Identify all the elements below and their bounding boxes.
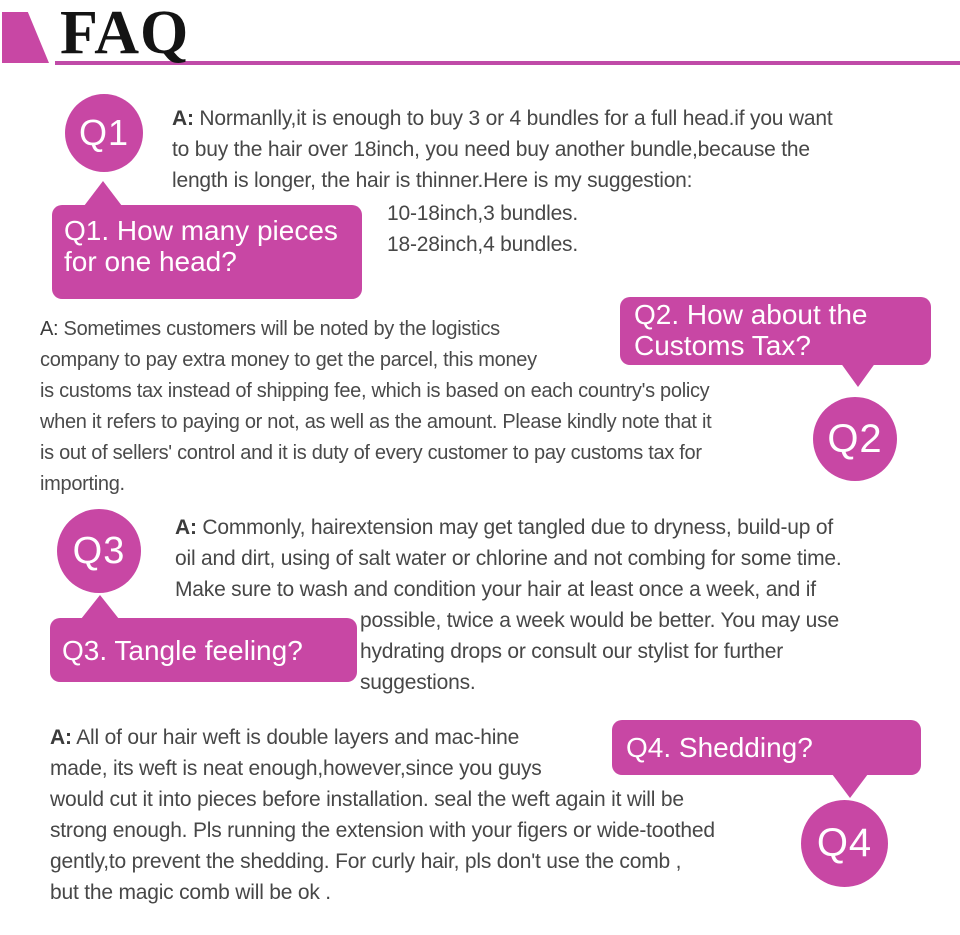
q3-answer-continued [360, 605, 839, 698]
q1-badge: Q1 [65, 94, 143, 172]
q1-answer-line [172, 103, 832, 134]
q2-answer-line: importing. [40, 473, 125, 495]
q3-bubble-tail [81, 595, 119, 619]
answer-prefix: A: [175, 516, 197, 539]
q1-bubble-tail [84, 181, 122, 206]
q3-answer-line: suggestions. [360, 671, 476, 694]
q3-answer-line [175, 512, 841, 543]
q4-badge: Q4 [801, 800, 888, 887]
q1-suggestion-line: 18-28inch,4 bundles. [387, 233, 578, 256]
q1-answer-line: to buy the hair over 18inch, you need buy another bundle,because the [172, 138, 810, 161]
header-underline [55, 61, 960, 65]
q1-suggestion-line: 10-18inch,3 bundles. [387, 202, 578, 225]
q2-answer [40, 314, 711, 500]
q2-answer-text: Sometimes customers will be noted by the logistics [58, 318, 500, 340]
q4-answer-line: but the magic comb will be ok . [50, 881, 331, 904]
q4-answer-text: All of our hair weft is double layers and mac-hine [71, 726, 520, 749]
q2-answer-line: is out of sellers' control and it is duty of every customer to pay customs tax for [40, 442, 702, 464]
q1-answer [172, 103, 832, 196]
q4-answer-line: gently,to prevent the shedding. For curly hair, pls don't use the comb , [50, 850, 682, 873]
q2-question-line: Customs Tax? [634, 330, 811, 361]
q4-answer-line: would cut it into pieces before installation. seal the weft again it will be [50, 788, 684, 811]
q4-answer-line: made, its weft is neat enough,however,since you guys [50, 757, 542, 780]
q3-answer [175, 512, 841, 605]
q2-question-bubble [620, 297, 931, 365]
q4-question-line: Q4. Shedding? [626, 732, 813, 763]
q2-badge: Q2 [813, 397, 897, 481]
q3-badge: Q3 [57, 509, 141, 593]
q3-answer-line: possible, twice a week would be better. You may use [360, 609, 839, 632]
q4-question-bubble [612, 720, 921, 775]
header-accent-shape [2, 12, 49, 63]
answer-prefix: A: [172, 107, 194, 130]
page-title: FAQ [60, 0, 190, 67]
answer-prefix: A: [50, 726, 72, 749]
q1-question-line: Q1. How many pieces [64, 215, 338, 246]
q2-answer-line: company to pay extra money to get the parcel, this money [40, 349, 537, 371]
q2-answer-line: when it refers to paying or not, as well as the amount. Please kindly note that it [40, 411, 712, 433]
q3-answer-line: oil and dirt, using of salt water or chlorine and not combing for some time. [175, 547, 842, 570]
q2-answer-line [40, 314, 711, 345]
q4-bubble-tail [832, 774, 868, 798]
q3-question-line: Q3. Tangle feeling? [62, 634, 303, 666]
q1-question-line: for one head? [64, 246, 237, 277]
q3-question-bubble [50, 618, 357, 682]
q1-answer-line: length is longer, the hair is thinner.Here is my suggestion: [172, 169, 693, 192]
q1-suggestions [387, 198, 578, 260]
answer-prefix: A: [40, 318, 59, 340]
q2-question-line: Q2. How about the [634, 299, 868, 330]
q4-answer-line: strong enough. Pls running the extension with your figers or wide-toothed [50, 819, 715, 842]
q2-bubble-tail [840, 362, 876, 387]
q2-answer-line: is customs tax instead of shipping fee, which is based on each country's policy [40, 380, 710, 402]
q3-answer-line: hydrating drops or consult our stylist for further [360, 640, 784, 663]
q1-answer-text: Normanlly,it is enough to buy 3 or 4 bundles for a full head.if you want [193, 107, 833, 130]
q3-answer-text: Commonly, hairextension may get tangled due to dryness, build-up of [196, 516, 833, 539]
q1-question-bubble [52, 205, 362, 299]
q3-answer-line: Make sure to wash and condition your hair at least once a week, and if [175, 578, 816, 601]
